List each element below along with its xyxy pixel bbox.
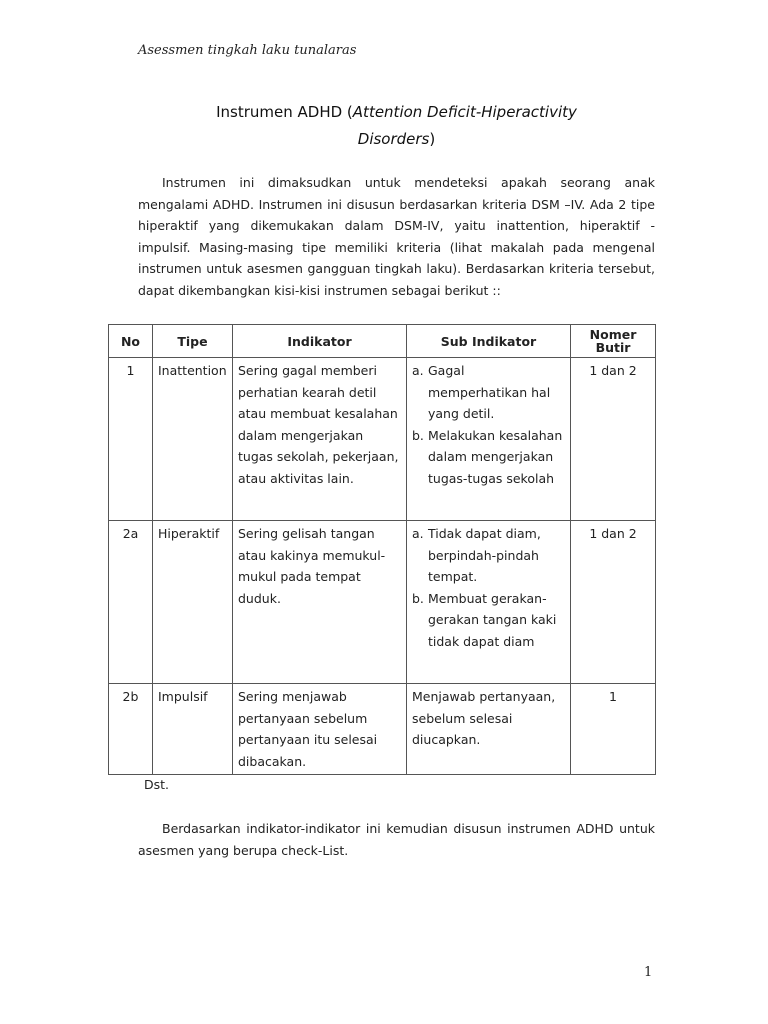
sub-item: a. Gagal memperhatikan hal yang detil. [412, 363, 551, 421]
page-number: 1 [644, 965, 653, 980]
title-italic-1: Attention Deficit-Hiperactivity [352, 103, 577, 121]
document-title [138, 99, 655, 153]
cell-no: 1 [109, 358, 153, 521]
cell-sub-indikator: Menjawab pertanyaan, sebelum selesai diucapkan. [407, 684, 571, 775]
cell-indikator: Sering gagal memberi perhatian kearah detil atau membuat kesalahan dalam mengerjakan tugas sekolah, pekerjaan, atau aktivitas lain. [233, 358, 407, 521]
intro-paragraph [138, 172, 655, 301]
cell-tipe: Impulsif [153, 684, 233, 775]
cell-tipe: Hiperaktif [153, 521, 233, 684]
cell-indikator: Sering menjawab pertanyaan sebelum pertanyaan itu selesai dibacakan. [233, 684, 407, 775]
cell-butir: 1 dan 2 [571, 358, 656, 521]
cell-tipe: Inattention [153, 358, 233, 521]
header-sub-indikator: Sub Indikator [407, 325, 571, 358]
sub-item: b. Membuat gerakan-gerakan tangan kaki tidak dapat diam [412, 590, 557, 649]
table-header-row [109, 325, 656, 358]
title-plain-end: ) [429, 130, 436, 148]
cell-no: 2b [109, 684, 153, 775]
closing-text: Berdasarkan indikator-indikator ini kemudian disusun instrumen ADHD untuk asesmen yang berupa check-List. [138, 821, 655, 858]
header-indikator: Indikator [233, 325, 407, 358]
table-row [109, 358, 656, 521]
intro-text: Instrumen ini dimaksudkan untuk mendeteksi apakah seorang anak mengalami ADHD. Instrumen ini disusun berdasarkan kriteria DSM –IV. Ada 2 tipe hiperaktif yang dikemukakan dalam DSM-IV, yaitu inattention, hiperaktif - impulsif. Masing-masing tipe memiliki kriteria (lihat makalah pada mengenal instrumen untuk asesmen gangguan tingkah laku). Berdasarkan kriteria tersebut, dapat dikembangkan kisi-kisi instrumen sebagai berikut :: [138, 175, 655, 298]
header-tipe: Tipe [153, 325, 233, 358]
dst-text: Dst. [144, 777, 170, 792]
title-plain-start: Instrumen ADHD ( [216, 103, 353, 121]
sub-item: a. Tidak dapat diam, berpindah-pindah tempat. [412, 526, 541, 584]
running-header: Asessmen tingkah laku tunalaras [138, 43, 357, 58]
cell-sub-indikator [407, 521, 571, 684]
closing-paragraph [138, 818, 655, 861]
cell-sub-indikator [407, 358, 571, 521]
title-italic-2: Disorders [357, 130, 430, 148]
table-row [109, 521, 656, 684]
header-nomer-butir: Nomer Butir [571, 325, 656, 358]
cell-butir: 1 [571, 684, 656, 775]
cell-butir: 1 dan 2 [571, 521, 656, 684]
table-row [109, 684, 656, 775]
cell-no: 2a [109, 521, 153, 684]
header-no: No [109, 325, 153, 358]
cell-indikator: Sering gelisah tangan atau kakinya memukul-mukul pada tempat duduk. [233, 521, 407, 684]
indicator-table [108, 324, 656, 775]
sub-item: b. Melakukan kesalahan dalam mengerjakan tugas-tugas sekolah [412, 427, 563, 486]
